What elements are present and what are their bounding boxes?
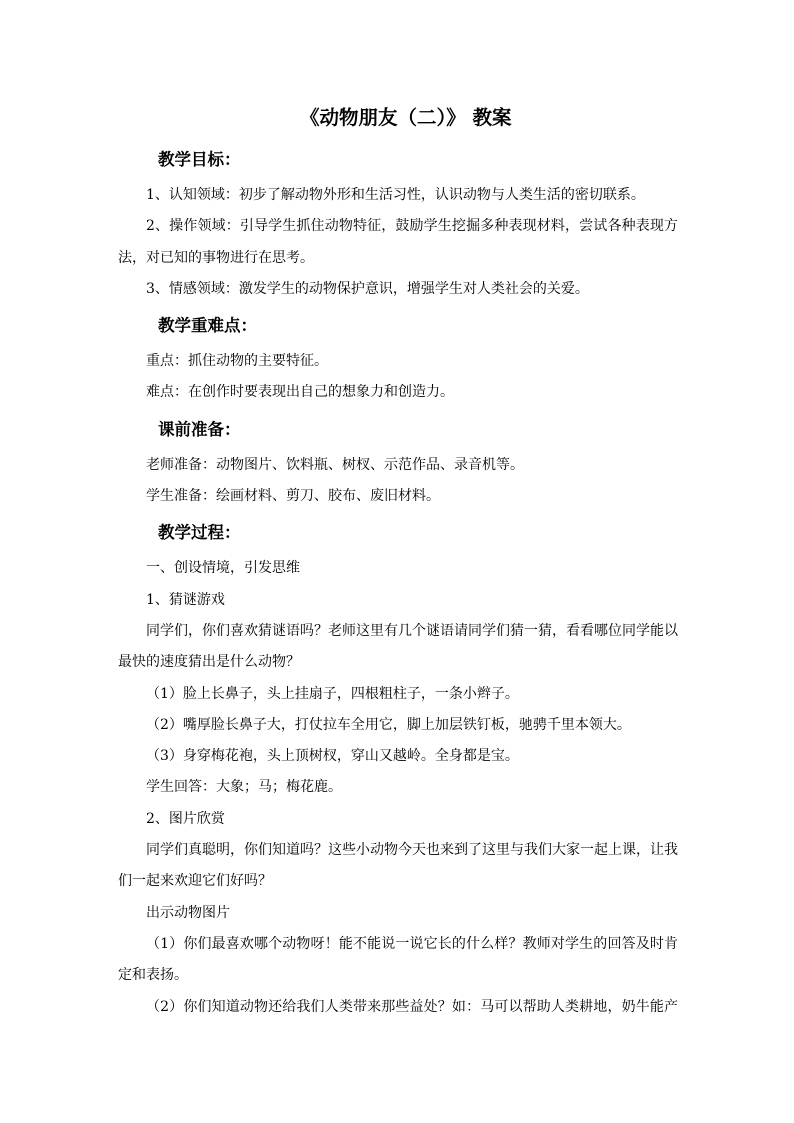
preparation-line: 学生准备：绘画材料、剪刀、胶布、废旧材料。 xyxy=(146,488,440,505)
objective-line: 2、操作领域：引导学生抓住动物特征，鼓励学生挖掘多种表现材料，尝试各种表现方 xyxy=(146,218,678,235)
process-line: 学生回答：大象；马；梅花鹿。 xyxy=(146,779,342,796)
process-line: 同学们，你们喜欢猜谜语吗？老师这里有几个谜语请同学们猜一猜，看看哪位同学能以 xyxy=(146,622,678,639)
process-line: 1、猜谜游戏 xyxy=(146,591,225,608)
objective-line: 法，对已知的事物进行在思考。 xyxy=(118,249,314,266)
process-line: 2、图片欣赏 xyxy=(146,810,225,827)
objective-line: 1、认知领域：初步了解动物外形和生活习性，认识动物与人类生活的密切联系。 xyxy=(146,187,645,203)
riddle-line: （1）脸上长鼻子，头上挂扇子，四根粗柱子，一条小辫子。 xyxy=(146,685,519,702)
key-points-section xyxy=(0,305,794,409)
process-line: （2）你们知道动物还给我们人类带来那些益处？如：马可以帮助人类耕地，奶牛能产 xyxy=(146,998,678,1015)
section-heading-preparation: 课前准备： xyxy=(158,419,241,439)
preparation-section xyxy=(0,409,794,513)
process-line: 定和表扬。 xyxy=(118,967,188,984)
riddle-line: （3）身穿梅花袍，头上顶树杈，穿山又越岭。全身都是宝。 xyxy=(146,748,519,765)
process-line: 最快的速度猜出是什么动物？ xyxy=(118,654,300,671)
section-heading-key-points: 教学重难点： xyxy=(158,316,257,336)
section-heading-process: 教学过程： xyxy=(158,523,241,543)
process-line: 们一起来欢迎它们好吗？ xyxy=(118,873,272,890)
process-line: 一、创设情境，引发思维 xyxy=(146,560,300,577)
document-title: 《动物朋友（二）》 教案 xyxy=(300,106,512,129)
riddle-line: （2）嘴厚脸长鼻子大，打仗拉车全用它，脚上加层铁钉板，驰骋千里本领大。 xyxy=(146,716,631,733)
process-section xyxy=(0,512,794,1022)
key-point-line: 重点：抓住动物的主要特征。 xyxy=(146,353,328,370)
preparation-line: 老师准备：动物图片、饮料瓶、树杈、示范作品、录音机等。 xyxy=(146,456,524,473)
objective-line: 3、情感领域：激发学生的动物保护意识，增强学生对人类社会的关爱。 xyxy=(146,280,589,297)
section-heading-objectives: 教学目标： xyxy=(158,150,241,169)
process-line: 出示动物图片 xyxy=(146,904,230,921)
process-line: （1）你们最喜欢哪个动物呀！能不能说一说它长的什么样？教师对学生的回答及时肯 xyxy=(146,935,678,952)
process-line: 同学们真聪明，你们知道吗？这些小动物今天也来到了这里与我们大家一起上课，让我 xyxy=(146,842,678,859)
key-point-line: 难点：在创作时要表现出自己的想象力和创造力。 xyxy=(146,384,454,401)
objectives-section xyxy=(0,139,794,305)
